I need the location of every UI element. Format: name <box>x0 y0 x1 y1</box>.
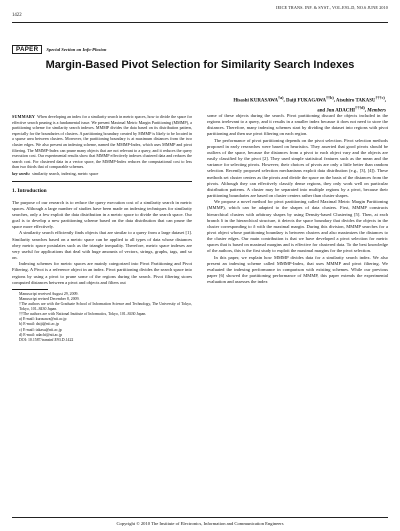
footnote-email-c: c) E-mail: takasu@nii.ac.jp <box>19 327 62 332</box>
footnote-email-a: a) E-mail: kurasawa@nii.ac.jp <box>19 317 67 322</box>
author-takasu: Atsuhiro TAKASU <box>335 98 376 104</box>
paper-label: PAPER <box>12 45 42 54</box>
author-line-2: and Jun ADACHI$^{\dagger\dagger\dagger d)}$, Members <box>317 105 386 114</box>
right-paragraph-3: We propose a novel method for pivot partitioning called Maximal Metric Margin Partitioning (MMMP), which can be adapted to the shapes of data clusters. First, MMMP constructs hierarchical clusters with arbitrary shapes by using Density-based Clustering [5]. Then, at each branch δ in the hierarchical structure, it detects the space boundary that divides the objects in the cluster corresponding to δ with the maximal margin. During this division, MMMP searches for a pivot object whose partitioning boundary is between clusters and also maximizes the distances to the cluster edges. Our main contribution is that we have developed a pivot selection for metric spaces that is based on maximal margins and is effective for clustered data. To the best knowledge of the authors, this is the first study to exploit the maximal margins for the pivot selection. <box>207 199 388 254</box>
footnote-received: Manuscript received August 29, 2009. <box>19 291 79 296</box>
paper-title: Margin-Based Pivot Selection for Similarity Search Indexes <box>45 59 355 71</box>
paper-type-bar <box>12 45 106 54</box>
keywords <box>12 171 192 177</box>
footnote-email-b: b) E-mail: daiji@nii.ac.jp <box>19 322 59 327</box>
page-number: 1422 <box>12 13 22 18</box>
paper-section: Special Section on Info-Plosion <box>46 47 107 52</box>
author-kurasawa: Hisashi KURASAWA <box>233 98 279 104</box>
footnote-affiliation-1: †The authors are with the Graduate School of Information Science and Technology, The University of Tokyo, Tokyo, 101–8430 Japan. <box>19 302 192 312</box>
author-adachi: Jun ADACHI <box>326 108 356 114</box>
right-paragraph-2: The performance of pivot partitioning depends on the pivot selection. Pivot selection methods proposed in early researches were based on heuristics. They asserted that good pivots should be outliers of the space, because the distances from a pivot to each object vary and the objects are easily classified by the pivot [2]. They used simple statistical features such as the mean and the variance for selecting pivots. However, their choices of pivots are only a little better than random selection. Recently proposed selection mechanisms exploit data distribution (e.g., [3], [4]). These methods set cluster centers as the pivots and divide the space on the basis of the distances from the pivots. Although they can effectively classify dense regions, they only work well on particular distribution patterns. A cluster may be separated into multiple regions by a pivot, because their partitioning boundaries are based on cluster centers rather than cluster shapes. <box>207 137 388 199</box>
copyright-footer: Copyright © 2010 The Institute of Electronics, Information and Communication Engineers <box>116 521 284 526</box>
footnote-revised: Manuscript revised December 8, 2009. <box>19 296 80 301</box>
right-column <box>207 113 388 285</box>
author-marks-2: ††b) <box>326 95 334 100</box>
header-rule <box>12 22 388 23</box>
footer-rule <box>12 517 388 518</box>
footnote-affiliation-2: ††The authors are with National Institute of Informatics, Tokyo, 101–8430 Japan. <box>19 312 147 317</box>
author-marks-1: †a) <box>278 95 284 100</box>
footnote-rule <box>12 289 48 290</box>
keywords-text: similarity search, indexing, metric space <box>32 170 99 176</box>
journal-header: IEICE TRANS. INF. & SYST., VOL.E93–D, NO.6 JUNE 2010 <box>276 5 388 10</box>
abstract <box>12 114 192 170</box>
author-marks-3: †††c) <box>375 95 385 100</box>
intro-paragraph-3: Indexing schemes for metric spaces are mainly categorized into Pivot Partitioning and Pivot Filtering. A Pivot is a reference object in an index. Pivot partitioning divides the search space into regions by using a pivot to prune some of the regions during the search. Pivot filtering stores computed distances between a pivot and objects and filters out <box>12 261 192 285</box>
author-fukagawa: Daiji FUKAGAWA <box>285 98 327 104</box>
author-and: and <box>317 108 327 114</box>
keywords-label: key words: <box>12 170 31 176</box>
left-column <box>12 114 192 343</box>
section-heading-introduction: 1. Introduction <box>12 187 47 194</box>
abstract-text: When developing an index for a similarity search in metric spaces, how to divide the space for effective search pruning is a fundamental issue. We present Maximal Metric Margin Partitioning (MMMP), a partitioning scheme for similarity search indexes. MMMP divides the data based on its distribution pattern, especially for the boundaries of clusters. A partitioning boundary created by MMMP is likely to be located in a sparse area between clusters. Moreover, the partitioning boundary is at maximum distances from the two cluster edges. We also present an indexing scheme, named the MMMP-Index, which uses MMMP and pivot filtering. The MMMP-Index can prune many objects that are not relevant to a query, and it reduces the query execution cost. Our experimental results show that MMMP effectively indexes clustered data and reduces the search cost. For clustered data in a vector space, the MMMP-Index reduces the computational cost to less than two thirds that of comparable schemes. <box>12 114 192 170</box>
abstract-rule <box>12 181 192 182</box>
intro-paragraph-2: A similarity search efficiently finds objects that are similar to a query from a large dataset [1]. Similarity searches based on a metric space can be applied to all types of data whose distances obey metric space postulates such as the triangle inequality. Therefore, metric space indexes are very useful for applications that deal with huge amounts of vectors, strings, graphs, tags, and so on. <box>12 230 192 261</box>
intro-paragraph-1: The purpose of our research is to reduce the query execution cost of a similarity search in metric spaces. Although a large number of studies have been made on indexing techniques for similarity searches, only a few exploit the data distribution in a metric space to divide the search space. Our goal is to develop a new partitioning scheme based on the data distribution that can prune the space more effectively. <box>12 199 192 230</box>
author-line-1: Hisashi KURASAWA$^{\dagger a)}$, Daiji FUKAGAWA$^{\dagger\dagger b)}$, Atsuhiro TAKASU$^{\dagger\dagger\dagger c)}$, <box>233 95 386 104</box>
footnote-email-d: d) E-mail: adachi@nii.ac.jp <box>19 332 63 337</box>
right-paragraph-1: some of these objects during the search. Pivot partitioning discard the objects included in the regions irrelevant to a query, and it results in a smaller index because it does not need to store the distances. Therefore, many indexing schemes start by dividing the dataset into regions with pivot partitioning and then use pivot filtering on each region. <box>207 113 388 137</box>
author-membership: Members <box>367 108 386 114</box>
abstract-label: SUMMARY <box>12 114 36 119</box>
author-marks-4: †††d) <box>355 105 365 111</box>
right-paragraph-4: In this paper, we explain how MMMP divides data for a similarity search index. We also present an indexing scheme called MMMP-Index, that uses MMMP and pivot filtering. We evaluated the indexing performance in comparison with existing schemes. While our previous paper [6] showed the partitioning performance of MMMP, this paper extends the experimental evaluation and assesses the index <box>207 254 388 285</box>
author-separator: , <box>283 98 286 104</box>
footnote-doi: DOI: 10.1587/transinf.E93.D.1422 <box>19 337 74 342</box>
